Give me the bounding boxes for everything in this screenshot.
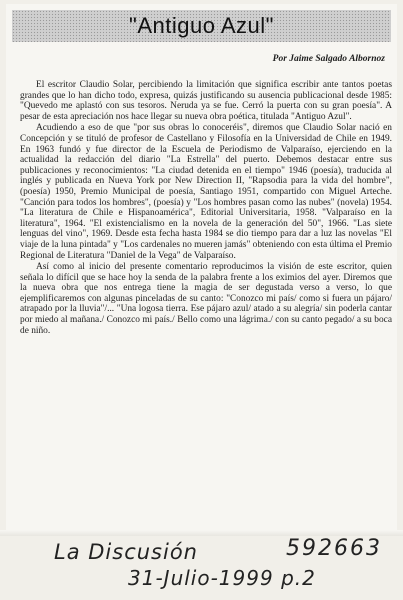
newspaper-clipping bbox=[6, 4, 397, 536]
title-banner bbox=[12, 10, 391, 42]
handwritten-code: 592663 bbox=[286, 536, 382, 561]
article-paragraph: Así como al inicio del presente comentario reproducimos la visión de este escritor, quien señala lo difícil que se hace hoy la senda de la palabra frente a los eximios del ayer. Diremos que la nueva obra que nos entrega tiene la magia de ser degustada verso a verso, lo que ejemplificaremos con algunas pinceladas de su canto: "Conozco mi país/ como si fuera un pájaro/ atrapado por la lluvia"/... "Una logosa tierra. Ese pájaro azul/ atado a su alegría/ sin poderla cantar por miedo al mañana./ Conozco mi país./ Bello como una lágrima./ con su canto pegado/ a su boca de niño. bbox=[20, 262, 392, 336]
handwritten-source: La Discusión bbox=[54, 540, 198, 564]
article-byline: Por Jaime Salgado Albornoz bbox=[272, 54, 385, 64]
article-paragraph: Acudiendo a eso de que "por sus obras lo conoceréis", diremos que Claudio Solar nació en Concepción y se tituló de profesor de Castellano y Filosofía en la Universidad de Chile en 1949. En 1963 fundó y fue director de la Escuela de Periodismo de Valparaíso, ejerciendo en la actualidad la redacción del diario "La Estrella" del puerto. Debemos destacar entre sus publicaciones y reconocimientos: "La ciudad detenida en el tiempo" 1946 (poesía), traducida al inglés y publicada en Nueva York por New Direction II, "Rapsodia para la vida del hombre", (poesía) 1950, Premio Municipal de poesía, Santiago 1951, compartido con Miguel Arteche. "Canción para todos los hombres", (poesía) y "Los hombres pasan como las nubes" (novela) 1954. "La literatura de Chile e Hispanoamérica", Editorial Universitaria, 1958. "Valparaíso en la literatura", 1964. "El existencialismo en la novela de la generación del 50", 1966. "Las siete lenguas del vino", 1969. Desde esta fecha hasta 1984 se dio tiempo para dar a luz las novelas "El viaje de la luna pintada" y "Los cardenales no mueren jamás" obteniendo con esta última el Premio Regional de Literatura "Daniel de la Vega" de Valparaíso. bbox=[20, 123, 392, 261]
article-title: "Antiguo Azul" bbox=[129, 13, 274, 38]
handwritten-date: 31-Julio-1999 p.2 bbox=[128, 566, 316, 590]
article-paragraph: El escritor Claudio Solar, percibiendo la limitación que significa escribir ante tantos poetas grandes que lo han dicho todo, expresa, quizás justificando su ausencia publicacional desde 1985: "Quevedo me aplastó con sus tesoros. Neruda ya se fue. Cerró la puerta con su gran poesía". A pesar de esta apreciación nos hace llegar su nueva obra poética, titulada "Antiguo Azul". bbox=[20, 80, 392, 122]
article-body bbox=[20, 80, 392, 336]
